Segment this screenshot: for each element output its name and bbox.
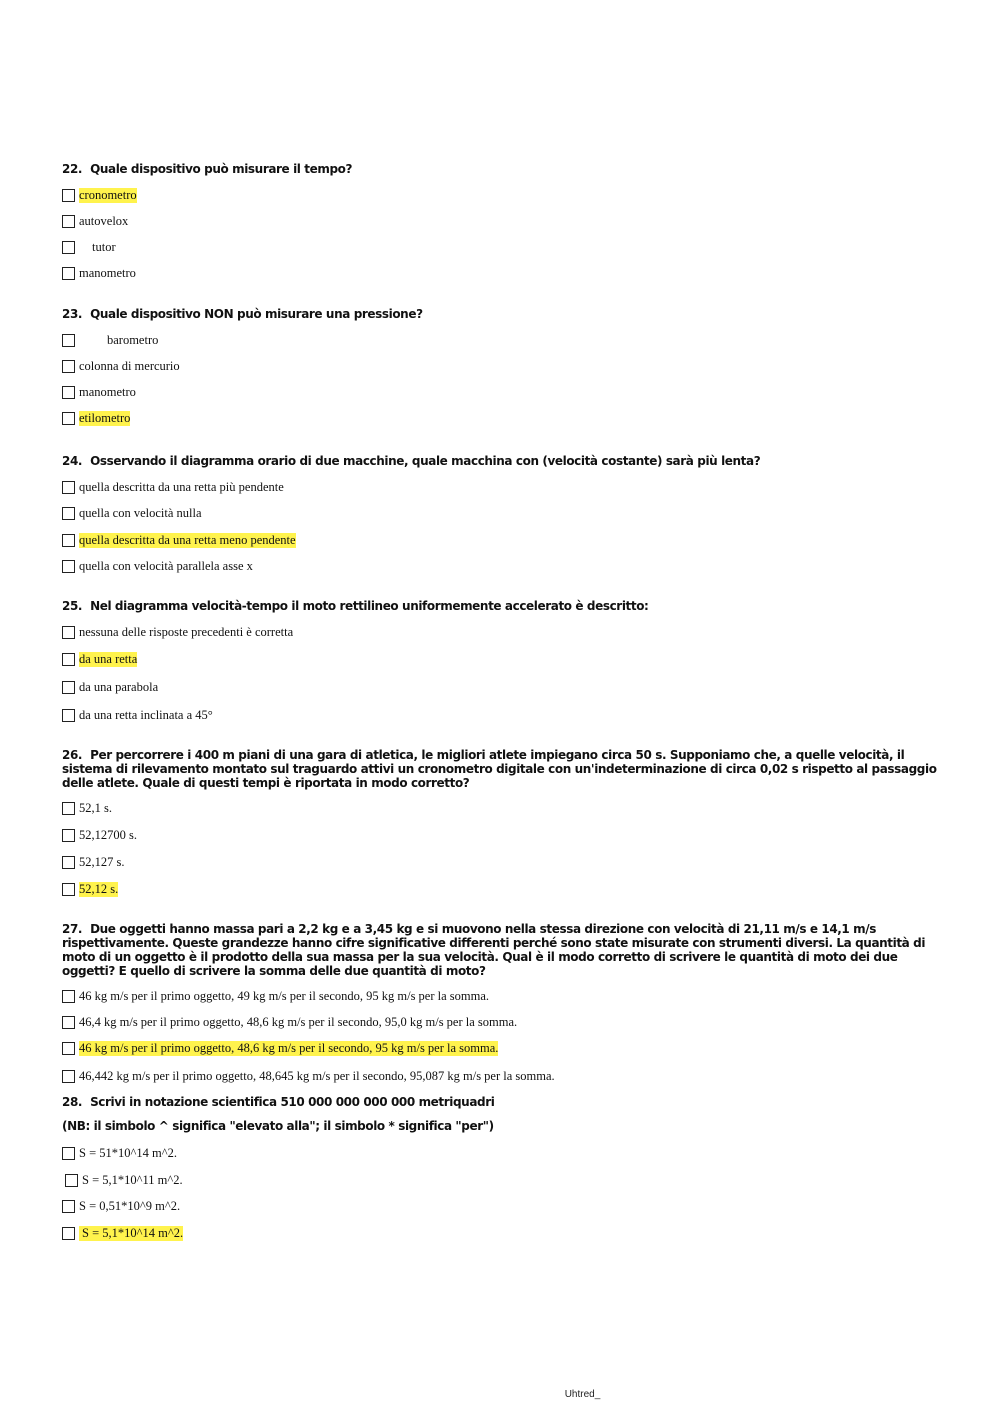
option-label: da una retta (79, 651, 138, 666)
option-label: S = 5,1*10^14 m^2. (79, 1226, 183, 1241)
question-number: 24. (62, 454, 83, 468)
option-label: quella con velocità parallela asse x (79, 558, 253, 573)
option[interactable] (62, 186, 942, 204)
checkbox[interactable] (62, 1147, 75, 1160)
checkbox[interactable] (62, 626, 75, 639)
checkbox[interactable] (62, 1200, 75, 1213)
option-label: manometro (79, 265, 136, 280)
checkbox[interactable] (62, 653, 75, 666)
option[interactable] (62, 331, 942, 349)
option-label: nessuna delle risposte precedenti è corretta (79, 624, 294, 639)
question-text: Quale dispositivo può misurare il tempo? (90, 162, 353, 176)
checkbox[interactable] (62, 1042, 75, 1055)
checkbox[interactable] (62, 412, 75, 425)
checkbox[interactable] (62, 709, 75, 722)
checkbox[interactable] (62, 360, 75, 373)
option[interactable] (62, 623, 942, 641)
option-label: barometro (107, 332, 159, 347)
option-label: S = 0,51*10^9 m^2. (79, 1198, 181, 1213)
checkbox[interactable] (62, 386, 75, 399)
question-28 (62, 1095, 942, 1242)
checkbox[interactable] (62, 334, 75, 347)
question-number: 26. (62, 748, 83, 762)
checkbox[interactable] (62, 681, 75, 694)
option-label: quella con velocità nulla (79, 505, 202, 520)
checkbox[interactable] (62, 560, 75, 573)
question-title (62, 748, 942, 790)
question-23 (62, 307, 942, 427)
checkbox[interactable] (62, 802, 75, 815)
option-label: 46 kg m/s per il primo oggetto, 49 kg m/s per il secondo, 95 kg m/s per la somma. (79, 988, 490, 1003)
option[interactable] (62, 1039, 942, 1057)
option[interactable] (62, 1067, 942, 1085)
option[interactable] (62, 557, 942, 575)
question-26 (62, 748, 942, 898)
checkbox[interactable] (62, 215, 75, 228)
option-label: cronometro (79, 187, 137, 202)
question-text: Due oggetti hanno massa pari a 2,2 kg e a 3,45 kg e si muovono nella stessa direzione con velocità di 21,11 m/s e 14,1 m/s rispettivamente. Queste grandezze hanno cifre significative differenti perché sono state misurate con strumenti diversi. La quantità di moto di un oggetto è il prodotto della sua massa per la sua velocità. Qual è il modo corretto di scrivere le quantità di moto dei due oggetti? E quello di scrivere la somma delle due quantità di moto? (62, 922, 926, 978)
checkbox[interactable] (62, 267, 75, 280)
option-label: quella descritta da una retta più pendente (79, 479, 284, 494)
options-list (62, 799, 942, 898)
question-number: 27. (62, 922, 83, 936)
option[interactable] (62, 880, 942, 898)
option[interactable] (62, 706, 942, 724)
question-text: Nel diagramma velocità-tempo il moto rettilineo uniformemente accelerato è descritto: (90, 599, 649, 613)
option[interactable] (62, 212, 942, 230)
option[interactable] (62, 799, 942, 817)
question-title (62, 162, 942, 176)
question-22 (62, 162, 942, 282)
question-27 (62, 922, 942, 1085)
checkbox[interactable] (62, 1070, 75, 1083)
option[interactable] (62, 409, 942, 427)
option-label: 46,442 kg m/s per il primo oggetto, 48,645 kg m/s per il secondo, 95,087 kg m/s per la somma. (79, 1068, 555, 1083)
option[interactable] (62, 650, 942, 668)
question-note: (NB: il simbolo ^ significa "elevato alla"; il simbolo * significa "per") (62, 1119, 494, 1133)
question-text: Quale dispositivo NON può misurare una pressione? (90, 307, 423, 321)
checkbox[interactable] (62, 829, 75, 842)
option[interactable] (62, 1197, 942, 1215)
option[interactable] (62, 264, 942, 282)
options-list (62, 478, 942, 575)
page-footer: Uhtred_ (564, 1389, 601, 1400)
checkbox[interactable] (62, 534, 75, 547)
question-text: Osservando il diagramma orario di due macchine, quale macchina con (velocità costante) sarà più lenta? (90, 454, 761, 468)
option-label: autovelox (79, 213, 129, 228)
option[interactable] (62, 1171, 942, 1189)
option-label: 52,12 s. (79, 881, 119, 896)
option-label: 52,127 s. (79, 854, 125, 869)
option-label: da una parabola (79, 679, 159, 694)
checkbox[interactable] (62, 189, 75, 202)
checkbox[interactable] (62, 883, 75, 896)
question-title (62, 922, 942, 978)
option-label: quella descritta da una retta meno pendente (79, 532, 296, 547)
question-title (62, 454, 942, 468)
option-label: 46 kg m/s per il primo oggetto, 48,6 kg m/s per il secondo, 95 kg m/s per la somma. (79, 1040, 499, 1055)
question-24 (62, 454, 942, 575)
option[interactable] (62, 531, 942, 549)
question-title (62, 1095, 942, 1109)
option-label: manometro (79, 384, 136, 399)
option-label: tutor (92, 239, 116, 254)
option[interactable] (62, 238, 942, 256)
checkbox[interactable] (62, 1227, 75, 1240)
checkbox[interactable] (65, 1174, 78, 1187)
option-label: 52,12700 s. (79, 827, 137, 842)
option-label: S = 5,1*10^11 m^2. (82, 1172, 183, 1187)
checkbox[interactable] (62, 481, 75, 494)
options-list (62, 1144, 942, 1242)
option-label: etilometro (79, 410, 131, 425)
option[interactable] (62, 1013, 942, 1031)
option[interactable] (62, 987, 942, 1005)
checkbox[interactable] (62, 1016, 75, 1029)
question-title (62, 599, 942, 613)
option[interactable] (62, 826, 942, 844)
option-label: 46,4 kg m/s per il primo oggetto, 48,6 kg m/s per il secondo, 95,0 kg m/s per la somma. (79, 1014, 518, 1029)
question-text: Scrivi in notazione scientifica 510 000 000 000 000 metriquadri (90, 1095, 495, 1109)
question-25 (62, 599, 942, 724)
options-list (62, 186, 942, 282)
question-number: 25. (62, 599, 83, 613)
checkbox[interactable] (62, 990, 75, 1003)
options-list (62, 331, 942, 427)
option-label: da una retta inclinata a 45° (79, 707, 213, 722)
option[interactable] (62, 478, 942, 496)
option[interactable] (62, 383, 942, 401)
option-label: S = 51*10^14 m^2. (79, 1145, 177, 1160)
question-title (62, 307, 942, 321)
checkbox[interactable] (62, 241, 75, 254)
option[interactable] (62, 1224, 942, 1242)
option[interactable] (62, 853, 942, 871)
option-label: 52,1 s. (79, 800, 112, 815)
option[interactable] (62, 678, 942, 696)
question-number: 23. (62, 307, 83, 321)
checkbox[interactable] (62, 507, 75, 520)
option[interactable] (62, 357, 942, 375)
option[interactable] (62, 504, 942, 522)
question-number: 28. (62, 1095, 83, 1109)
options-list (62, 987, 942, 1085)
checkbox[interactable] (62, 856, 75, 869)
question-text: Per percorrere i 400 m piani di una gara di atletica, le migliori atlete impiegano circa 50 s. Supponiamo che, a quelle velocità, il sistema di rilevamento montato sul traguardo attivi un cronometro digitale con un'indeterminazione di circa 0,02 s rispetto al passaggio delle atlete. Quale di questi tempi è riportata in modo corretto? (62, 748, 937, 790)
options-list (62, 623, 942, 724)
option-label: colonna di mercurio (79, 358, 180, 373)
option[interactable] (62, 1144, 942, 1162)
question-number: 22. (62, 162, 83, 176)
